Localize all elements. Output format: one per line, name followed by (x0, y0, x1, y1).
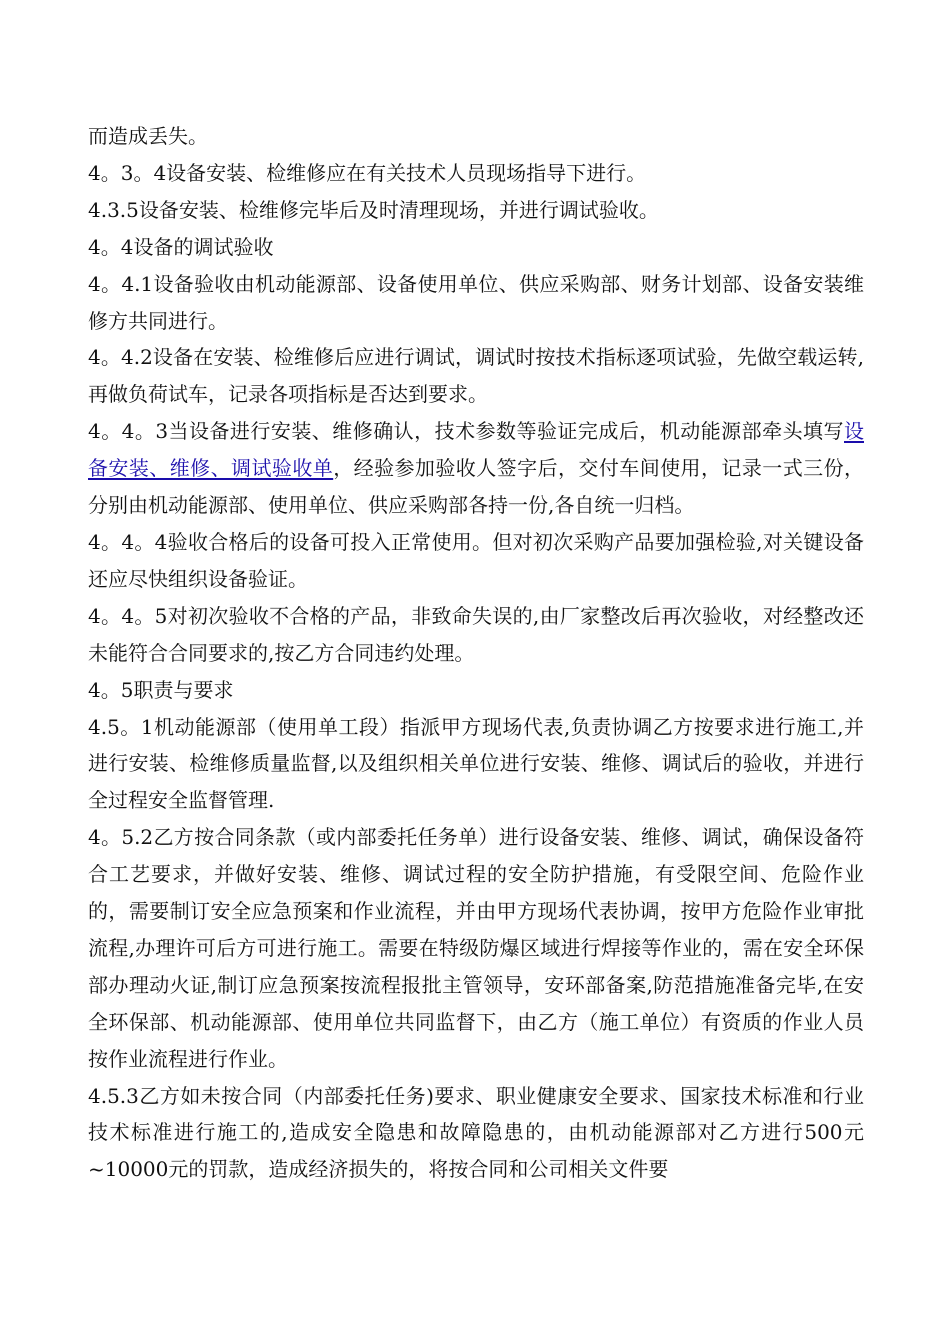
paragraph-4-4-1: 4。4.1设备验收由机动能源部、设备使用单位、供应采购部、财务计划部、设备安装维修方共同进行。 (88, 271, 864, 333)
section-heading-4-4: 4。4设备的调试验收 (88, 234, 274, 259)
paragraph-4-3-4: 4。3。4设备安装、检维修应在有关技术人员现场指导下进行。 (88, 160, 647, 185)
paragraph-4-4-3-lead: 4。4。3当设备进行安装、维修确认，技术参数等验证完成后，机动能源部牵头填写 (88, 419, 844, 444)
document-body (88, 118, 864, 1188)
paragraph-4-5-3: 4.5.3乙方如未按合同（内部委托任务)要求、职业健康安全要求、国家技术标准和行业技术标准进行施工的,造成安全隐患和故障隐患的，由机动能源部对乙方进行500元~10000元的罚款，造成经济损失的，将按合同和公司相关文件要 (88, 1083, 864, 1182)
paragraph-4-4-3 (88, 413, 864, 524)
paragraph-4-5-1: 4.5。1机动能源部（使用单工段）指派甲方现场代表,负责协调乙方按要求进行施工,并进行安装、检维修质量监督,以及组织相关单位进行安装、维修、调试后的验收，并进行全过程安全监督管理. (88, 714, 864, 813)
paragraph-4-3-5: 4.3.5设备安装、检维修完毕后及时清理现场，并进行调试验收。 (88, 197, 659, 222)
paragraph-4-4-2: 4。4.2设备在安装、检维修后应进行调试，调试时按技术指标逐项试验，先做空载运转,再做负荷试车，记录各项指标是否达到要求。 (88, 345, 864, 407)
paragraph-4-4-3-tail: ，经验参加验收人签字后，交付车间使用，记录一式三份，分别由机动能源部、使用单位、供应采购部各持一份,各自统一归档。 (88, 456, 865, 518)
acceptance-form-link[interactable]: 设备安装、维修、调试验收单 (88, 419, 864, 481)
paragraph-loss-ending: 而造成丢失。 (88, 124, 208, 148)
section-heading-4-5: 4。5职责与要求 (88, 677, 234, 702)
paragraph-4-5-2: 4。5.2乙方按合同条款（或内部委托任务单）进行设备安装、维修、调试，确保设备符合工艺要求，并做好安装、维修、调试过程的安全防护措施，有受限空间、危险作业的，需要制订安全应急预案和作业流程，并由甲方现场代表协调，按甲方危险作业审批流程,办理许可后方可进行施工。需要在特级防爆区域进行焊接等作业的，需在安全环保部办理动火证,制订应急预案按流程报批主管领导，安环部备案,防范措施准备完毕,在安全环保部、机动能源部、使用单位共同监督下，由乙方（施工单位）有资质的作业人员按作业流程进行作业。 (88, 825, 864, 1071)
paragraph-4-4-5: 4。4。5对初次验收不合格的产品，非致命失误的,由厂家整改后再次验收，对经整改还未能符合合同要求的,按乙方合同违约处理。 (88, 603, 864, 665)
paragraph-4-4-4: 4。4。4验收合格后的设备可投入正常使用。但对初次采购产品要加强检验,对关键设备还应尽快组织设备验证。 (88, 529, 864, 591)
